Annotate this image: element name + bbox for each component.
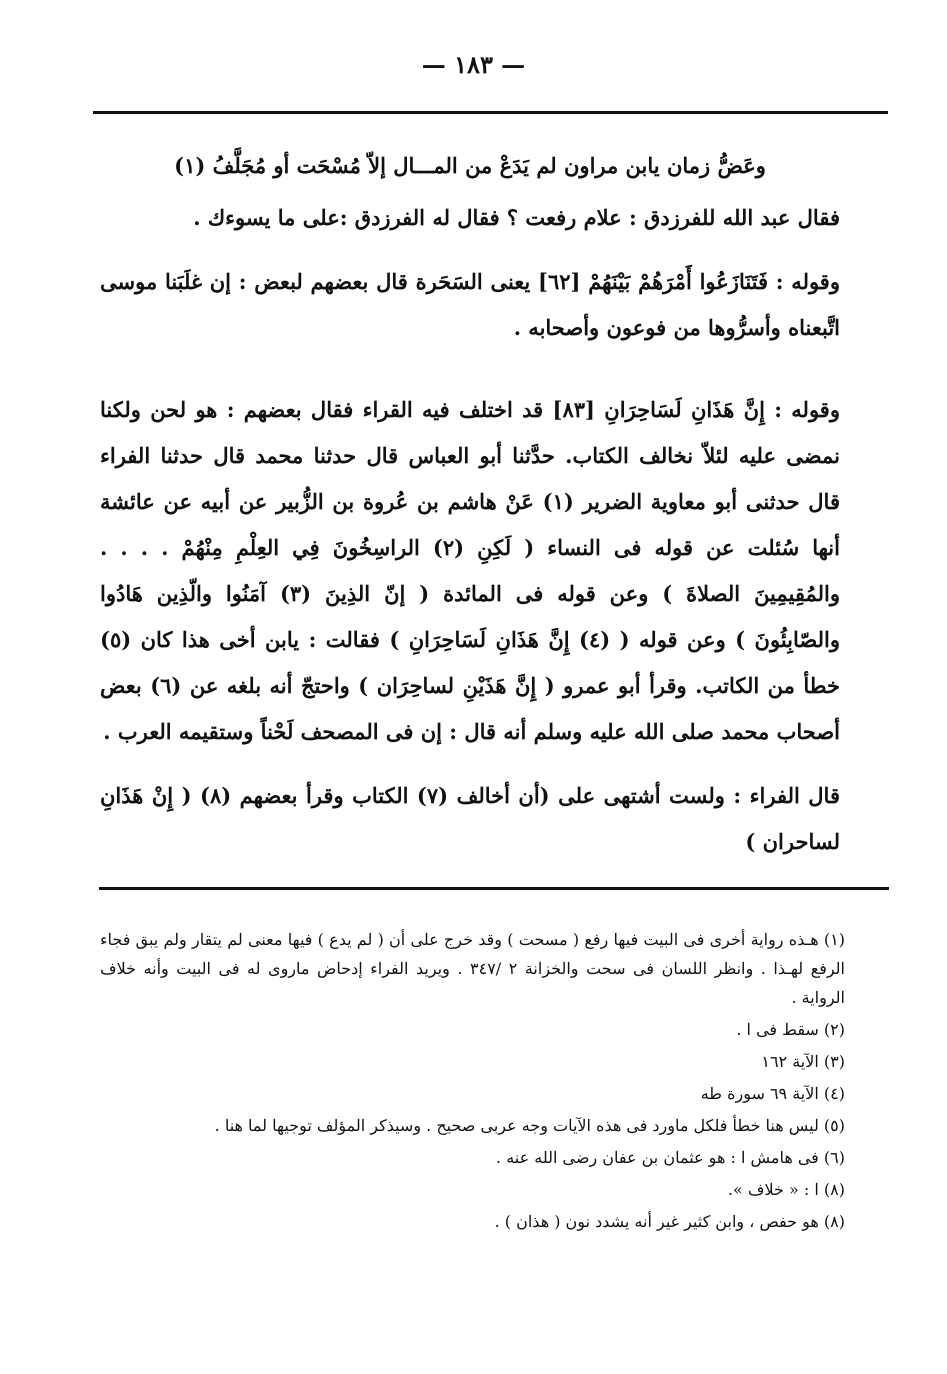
page-number: — ١٨٣ — — [421, 50, 526, 79]
footnote: (٢) سقط فى ا . — [736, 1020, 845, 1039]
poetry-verse: وعَضُّ زمان يابن مراون لم يَدَعْ من المـــال إلاّ مُسْحَت أو مُجَلَّفُ (١) — [174, 153, 766, 178]
main-text — [100, 143, 840, 865]
footnote: (٨) هو حفص ، وابن كثير غير أنه يشدد نون ( هذان ) . — [494, 1212, 845, 1231]
footnote-rule — [99, 887, 889, 890]
footnote: (١) هـذه رواية أخرى فى البيت فيها رفع ( مسحت ) وقد خرج على أن ( لم يدع ) فيها معنى لم يتقار ولم يبق فجاء الرفع لهـذا . وانظر اللسان فى سحت والخزانة ٢ /٣٤٧ . ويريد الفراء إدحاض ماروى له فى البيت وأنه خلاف الرواية . — [100, 930, 846, 1007]
footnote: (٨) ا : « خلاف ». — [727, 1180, 845, 1199]
footnotes — [100, 925, 845, 1239]
paragraph-sahiran: وقوله : إِنَّ هَذَانِ لَسَاحِرَانِ [٨٣] قد اختلف فيه القراء فقال بعضهم : هو لحن ولكنا نمضى عليه لئلاّ نخالف الكتاب. حدَّثنا أبو العباس قال حدثنا محمد قال حدثنا الفراء قال حدثنى أبو معاوية الضرير (١) عَنْ هاشم بن عُروة بن الزُّبير عن أبيه عن عائشة أنها سُئلت عن قوله فى النساء ( لَكِنِ (٢) الراسِخُونَ فِي العِلْمِ مِنْهُمْ . . . . والمُقِيمِينَ الصلاةَ ) وعن قوله فى المائدة ( إنّ الذِينَ (٣) آمَنُوا والّذِين هَادُوا والصّابِئُونَ ) وعن قوله ( (٤) إِنَّ هَذَانِ لَسَاحِرَانِ ) فقالت : يابن أخى هذا كان (٥) خطأ من الكاتب. وقرأ أبو عمرو ( إِنَّ هَذَيْنِ لساحِرَان ) واحتجّ أنه بلغه عن (٦) بعض أصحاب محمد صلى الله عليه وسلم أنه قال : إن فى المصحف لَحْناً وستقيمه العرب . — [100, 397, 841, 744]
footnote: (٣) الآية ١٦٢ — [761, 1052, 845, 1071]
paragraph-farazdaq: فقال عبد الله للفرزدق : علام رفعت ؟ فقال له الفرزدق :على ما يسوءك . — [193, 205, 840, 230]
footnote: (٤) الآية ٦٩ سورة طه — [700, 1084, 845, 1103]
footnote: (٦) فى هامش ا : هو عثمان بن عفان رضى الله عنه . — [496, 1148, 845, 1167]
paragraph-farra: قال الفراء : ولست أشتهى على (أن أخالف (٧) الكتاب وقرأ بعضهم (٨) ( إِنْ هَذَانِ لساحران ) — [100, 783, 840, 854]
footnote: (٥) ليس هنا خطأ فلكل ماورد فى هذه الآيات وجه عربى صحيح . وسيذكر المؤلف توجيها لما هنا . — [214, 1116, 845, 1135]
paragraph-tanazaou: وقوله : فَتَنَازَعُوا أَمْرَهُمْ بَيْنَهُمْ [٦٢] يعنى السَحَرة قال بعضهم لبعض : إن غلَبَنا موسى اتَّبعناه وأسرُّوها من فوعون وأصحابه . — [100, 269, 840, 340]
header-rule — [93, 111, 888, 114]
